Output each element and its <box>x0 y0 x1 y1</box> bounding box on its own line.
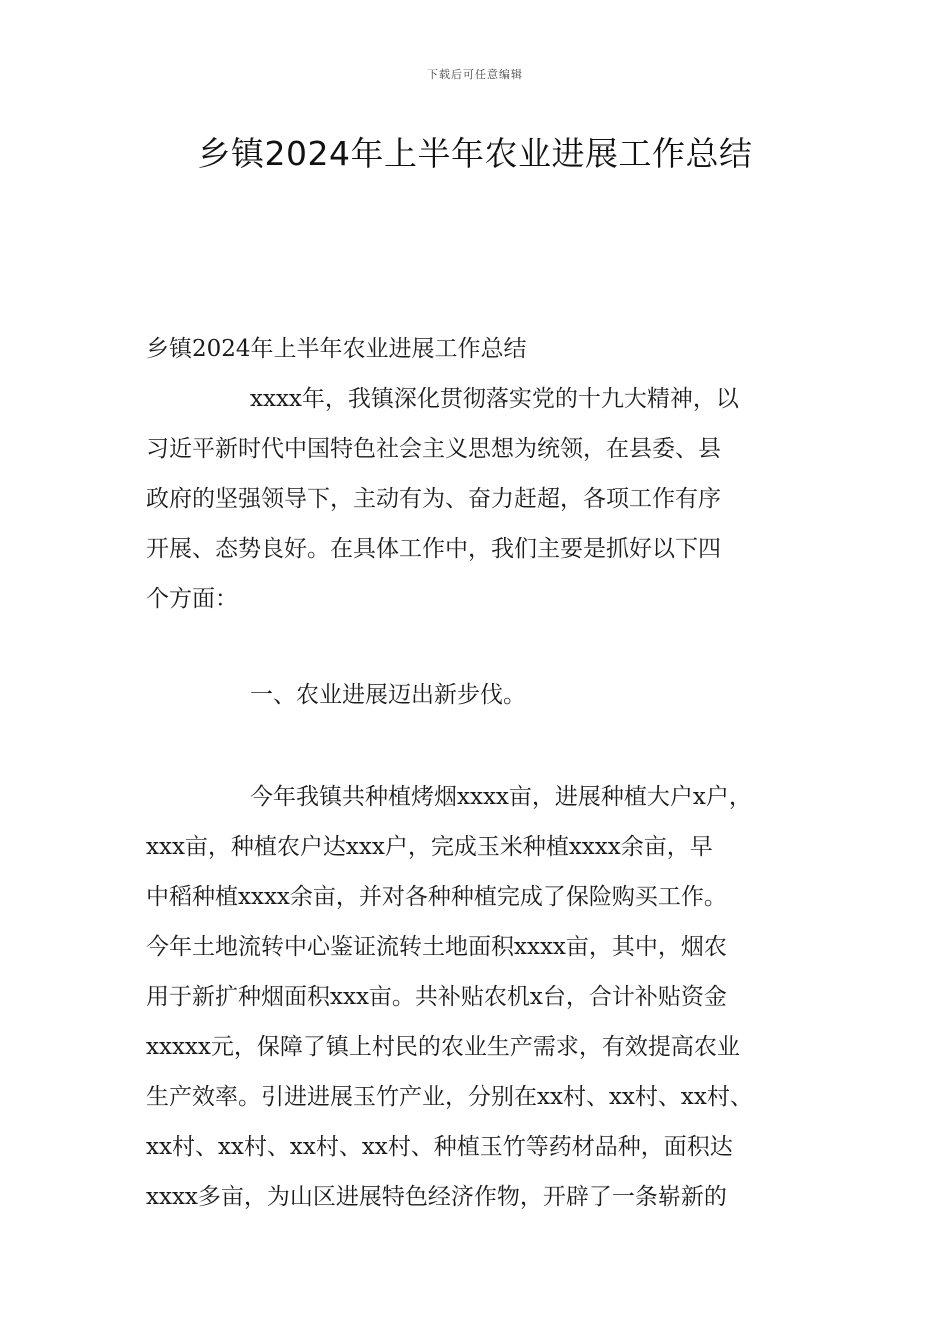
document-title: 乡镇2024年上半年农业进展工作总结 <box>197 134 753 173</box>
paragraph-line: 个方面： <box>146 586 238 612</box>
paragraph-line: 习近平新时代中国特色社会主义思想为统领，在县委、县 <box>146 436 721 462</box>
paragraph-line: 今年我镇共种植烤烟xxxx亩，进展种植大户x户， <box>250 784 752 810</box>
paragraph-line: xxx亩，种植农户达xxx户，完成玉米种植xxxx余亩，早 <box>146 834 713 860</box>
paragraph-line: 用于新扩种烟面积xxx亩。共补贴农机x台，合计补贴资金 <box>146 984 727 1010</box>
paragraph-line: 生产效率。引进进展玉竹产业，分别在xx村、xx村、xx村、 <box>146 1084 753 1110</box>
paragraph-line: 中稻种植xxxx余亩，并对各种种植完成了保险购买工作。 <box>146 884 727 910</box>
paragraph-line: xxxxx元，保障了镇上村民的农业生产需求，有效提高农业 <box>146 1034 740 1060</box>
paragraph-line: 政府的坚强领导下，主动有为、奋力赶超，各项工作有序 <box>146 486 721 512</box>
paragraph-line: xx村、xx村、xx村、xx村、种植玉竹等药材品种，面积达 <box>146 1134 733 1160</box>
paragraph-line: 今年土地流转中心鉴证流转土地面积xxxx亩，其中，烟农 <box>146 934 727 960</box>
section-paragraph <box>146 772 836 1222</box>
paragraph-line: xxxx年，我镇深化贯彻落实党的十九大精神，以 <box>250 386 739 412</box>
intro-paragraph <box>146 374 836 624</box>
paragraph-line: xxxx多亩，为山区进展特色经济作物，开辟了一条崭新的 <box>146 1184 727 1210</box>
header-note: 下载后可任意编辑 <box>427 68 523 81</box>
paragraph-line: 开展、态势良好。在具体工作中，我们主要是抓好以下四 <box>146 536 721 562</box>
section-heading: 一、农业进展迈出新步伐。 <box>250 682 526 708</box>
document-subtitle: 乡镇2024年上半年农业进展工作总结 <box>146 336 527 362</box>
